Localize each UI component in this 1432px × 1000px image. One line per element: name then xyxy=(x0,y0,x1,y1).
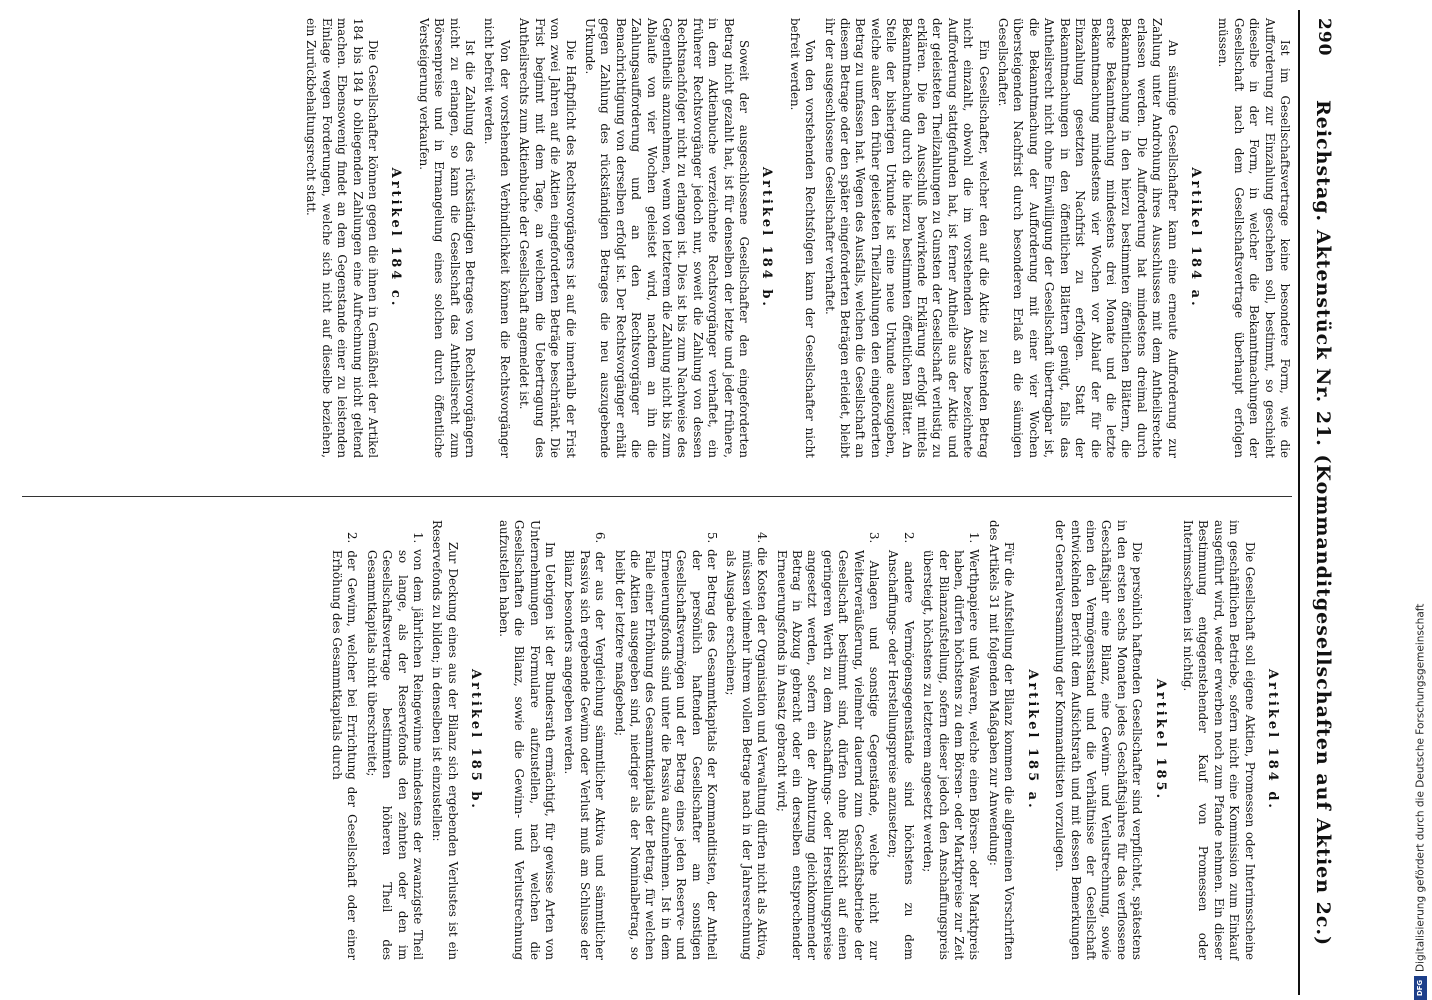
paragraph: Zur Deckung eines aus der Bilanz sich ergebenden Verlustes ist ein Reservefonds zu bilden; in denselben ist einzustellen: xyxy=(430,520,460,960)
running-title: Reichstag. Aktenstück Nr. 21. (Kommanditgesellschaften auf Aktien 2c.) xyxy=(1312,100,1334,947)
paragraph: Soweit der ausgeschlossene Gesellschafter den eingeforderten Betrag nicht gezahlt hat, ist für denselben der letzte und jeder frühere, in dem Aktienbuche verzeichnete Rechtsvorgänger verhaftet, ein früherer Rechtsvorgänger jedoch nur, soweit die Zahlung von dessen Rechtsnachfolger nicht zu erlangen ist. Dies ist bis zum Nachweise des Gegentheils anzunehmen, wenn von letzterem die Zahlung nicht bis zum Ablaufe von vier Wochen geleistet wird, nachdem an ihn die Zahlungsaufforderung und an den Rechtsvorgänger die Benachrichtigung von derselben erfolgt ist. Der Rechtsvorgänger erhält gegen Zahlung des rückständigen Betrages die neu auszugebende Urkunde. xyxy=(582,18,751,458)
column-divider xyxy=(22,496,1292,497)
credit-text: Digitalisierung gefördert durch die Deutsche Forschungsgemeinschaft xyxy=(1414,603,1427,972)
list-item: 2. andere Vermögensgegenstände sind höchstens zu dem Anschaffungs- oder Herstellungspreise anzusetzen; xyxy=(886,532,916,960)
paragraph: Ein Gesellschafter, welcher den auf die Aktie zu leistenden Betrag nicht einzahlt, obwohl die im vorstehenden Absatze bezeichnete Aufforderung stattgefunden hat, ist ferner Antheile aus der Aktie und der geleisteten Theilzahlungen zu Gunsten der Gesellschaft verlustig zu erklären. Die den Ausschluß bewirkende Erklärung erfolgt mittels Bekanntmachung durch die hierzu bestimmten öffentlichen Blätter. An Stelle der bisherigen Urkunde ist eine neue Urkunde auszugeben, welche außer den früher geleisteten Theilzahlungen den eingeforderten Betrag zu umfassen hat. Wegen des Ausfalls, welchen die Gesellschaft an diesem Betrage oder den später eingeforderten Beträgen erleidet, bleibt ihr der ausgeschlossene Gesellschafter verhaftet. xyxy=(822,18,991,458)
list-item: 6. der aus der Vergleichung sämmtlicher Aktiva und sämmtlicher Passiva sich ergebende Gewinn oder Verlust muß am Schlusse der Bilanz besonders angegeben werden. xyxy=(562,532,608,960)
list-item: 1. Werthpapiere und Waaren, welche einen Börsen- oder Marktpreis haben, dürfen höchstens zu dem Börsen- oder Marktpreise zur Zeit der Bilanzaufstellung, sofern dieser jedoch den Anschaffungspreis übersteigt, höchstens zu letzterem angesetzt werden; xyxy=(921,532,982,960)
article-heading: Artikel 184 d. xyxy=(1265,669,1280,811)
paragraph: Die Gesellschafter können gegen die ihnen in Gemäßheit der Artikel 184 bis 184 b obliegenden Zahlungen eine Aufrechnung nicht geltend machen. Ebensowenig findet an dem Gegenstande einer zu leistenden Einlage wegen Forderungen, welche sich nicht auf dieselbe beziehen, ein Zurückbehaltungsrecht statt. xyxy=(304,18,381,458)
list-item: 4. die Kosten der Organisation und Verwaltung dürfen nicht als Aktiva, müssen vielmehr ihrem vollen Betrage nach in der Jahresrechnung als Ausgabe erscheinen; xyxy=(724,532,770,960)
paragraph: Ist im Gesellschaftsvertrage keine besondere Form, wie die Aufforderung zur Einzahlung geschehen soll, bestimmt, so geschieht dieselbe in der Form, in welcher die Bekanntmachungen der Gesellschaft nach dem Gesellschaftsvertrage überhaupt erfolgen müssen. xyxy=(1216,18,1292,458)
paragraph: An säumige Gesellschafter kann eine erneute Aufforderung zur Zahlung unter Androhung ihres Ausschlusses mit dem Antheilsrechte erlassen werden. Die Aufforderung hat mindestens dreimal durch Bekanntmachung in den hierzu bestimmten öffentlichen Blättern, die erste Bekanntmachung mindestens drei Monate und die letzte Bekanntmachung mindestens vier Wochen vor Ablauf der für die Einzahlung gesetzten Nachfrist zu erfolgen. Statt der Bekanntmachungen in den öffentlichen Blättern genügt, falls das Antheilsrecht nicht ohne Einwilligung der Gesellschaft übertragbar ist, die Bekanntmachung der Aufforderung mit einer vier Wochen übersteigenden Nachfrist durch besonderen Erlaß an die säumigen Gesellschafter. xyxy=(996,18,1180,458)
article-heading: Artikel 185. xyxy=(1152,678,1168,802)
paragraph: Von der vorstehenden Verbindlichkeit können die Rechtsvorgänger nicht befreit werden. xyxy=(482,18,512,458)
right-text-column xyxy=(12,520,1292,960)
article-heading: Artikel 185 b. xyxy=(468,669,484,811)
page-header xyxy=(1298,10,1340,995)
dfg-logo-icon: DFG xyxy=(1414,976,1427,1000)
page-number: 290 xyxy=(1314,18,1334,57)
article-heading: Artikel 185 a. xyxy=(1024,669,1040,811)
article-heading: Artikel 184 a. xyxy=(1187,167,1203,309)
list-item: 2. der Gewinn, welcher bei Errichtung der Gesellschaft oder einer Erhöhung des Gesammtkapitals durch xyxy=(330,532,360,960)
left-text-column xyxy=(12,18,1292,458)
paragraph: Für die Aufstellung der Bilanz kommen die allgemeinen Vorschriften des Artikels 31 mit folgenden Maßgaben zur Anwendung: xyxy=(986,520,1017,960)
list-item: 5. der Betrag des Gesammtkapitals der Kommanditisten, der Antheil der persönlich haftenden Gesellschafter am sonstigen Gesellschaftsvermögen und der Betrag eines jeden Reserve- und Erneuerungsfonds sind unter die Passiva aufzunehmen. Ist in dem Falle einer Erhöhung des Gesammtkapitals der Betrag, für welchen die Aktien ausgegeben sind, niedriger als der Nominalbetrag, so bleibt der letztere maßgebend; xyxy=(612,532,719,960)
paragraph: Die Haftpflicht des Rechtsvorgängers ist auf die innerhalb der Frist von zwei Jahren auf die Aktien eingeforderten Beträge beschränkt. Die Frist beginnt mit dem Tage, an welchem die Uebertragung des Antheilsrechts zum Aktienbuche der Gesellschaft angemeldet ist. xyxy=(517,18,578,458)
paragraph: Im Uebrigen ist der Bundesrath ermächtigt, für gewisse Arten von Unternehmungen Formulare aufzustellen, nach welchen die Gesellschaften die Bilanz, sowie die Gewinn- und Verlustrechnung aufzustellen haben. xyxy=(496,520,557,960)
article-heading: Artikel 184 c. xyxy=(388,167,404,309)
list-item: 3. Anlagen und sonstige Gegenstände, welche nicht zur Weiterveräußerung, vielmehr dauernd zum Geschäftsbetriebe der Gesellschaft bestimmt sind, dürfen ohne Rücksicht auf einen geringeren Werth zu dem Anschaffungs- oder Herstellungspreise angesetzt werden, sofern ein der Abnutzung gleichkommender Betrag in Abzug gebracht oder ein derselben entsprechender Erneuerungsfonds in Ansatz gebracht wird; xyxy=(774,532,882,960)
digitization-credit xyxy=(1414,604,1427,1000)
paragraph: Von den vorstehenden Rechtsfolgen kann der Gesellschafter nicht befreit werden. xyxy=(787,18,818,458)
paragraph: Die Gesellschaft soll eigene Aktien, Promessen oder Interimsscheine im geschäftlichen Betriebe, sofern nicht eine Kommission zum Einkauf ausgeführt wird, weder erwerben noch zum Pfande nehmen. Ein dieser Bestimmung entgegenstehender Kauf von Promessen oder Interimsscheinen ist nichtig. xyxy=(1180,520,1257,960)
paragraph: Ist die Zahlung des rückständigen Betrages von Rechtsvorgängern nicht zu erlangen, so kann die Gesellschaft das Antheilsrecht zum Börsenpreise und in Ermangelung eines solchen durch öffentliche Versteigerung verkaufen. xyxy=(416,18,478,458)
article-heading: Artikel 184 b. xyxy=(759,167,775,309)
paragraph: Die persönlich haftenden Gesellschafter sind verpflichtet, spätestens in den ersten sechs Monaten jedes Geschäftsjahres für das verflossene Geschäftsjahr eine Bilanz, eine Gewinn- und Verlustrechnung, sowie einen den Vermögensstand und die Verhältnisse der Gesellschaft entwickelnden Bericht dem Aufsichtsrath und mit dessen Bemerkungen der Generalversammlung der Kommanditisten vorzulegen. xyxy=(1053,520,1145,960)
list-item: 1. von dem jährlichen Reingewinne mindestens der zwanzigste Theil so lange, als der Reservefonds den zehnten oder den im Gesellschaftsvertrage bestimmten höheren Theil des Gesammtkapitals nicht überschreitet; xyxy=(364,532,426,960)
